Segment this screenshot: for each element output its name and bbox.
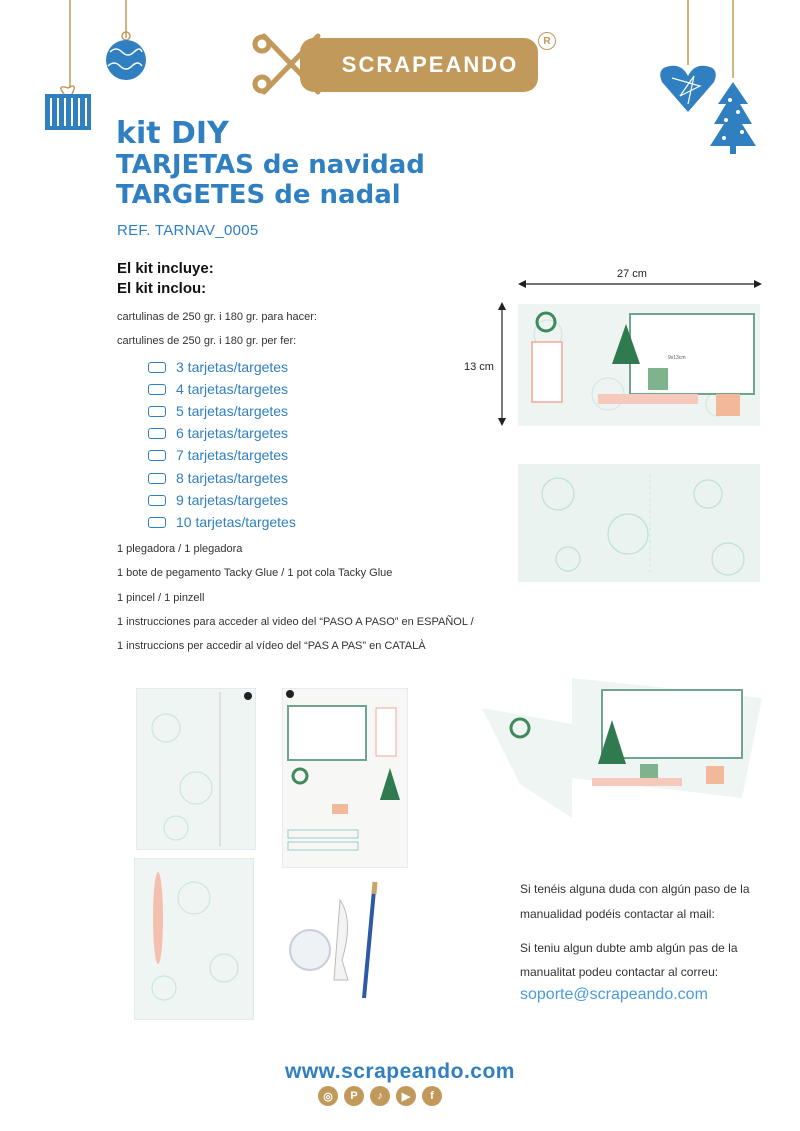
card-size-label: 9x13cm	[668, 355, 686, 361]
contact-email-link[interactable]: soporte@scrapeando.com	[520, 986, 708, 1003]
facebook-icon[interactable]: f	[422, 1086, 442, 1106]
kit-sheet-2-image	[282, 688, 408, 868]
kit-sheet-3-image	[134, 858, 254, 1020]
youtube-icon[interactable]: ▶	[396, 1086, 416, 1106]
title-spanish: TARJETAS de navidad	[116, 150, 425, 180]
checkbox[interactable]	[148, 473, 166, 484]
title-kit: kit DIY	[116, 116, 229, 151]
option-8-cards[interactable]: 8 tarjetas/targetes	[148, 470, 288, 486]
pinterest-icon[interactable]: P	[344, 1086, 364, 1106]
checkbox[interactable]	[148, 450, 166, 461]
card-front-image	[518, 304, 760, 426]
item-brush: 1 pincel / 1 pinzell	[117, 592, 205, 604]
contact-line-3: Si teniu algun dubte amb algún pas de la	[520, 941, 738, 955]
social-icons	[318, 1086, 442, 1106]
option-3-cards[interactable]: 3 tarjetas/targetes	[148, 359, 288, 375]
checkbox[interactable]	[148, 428, 166, 439]
assembled-card-image	[480, 668, 770, 836]
option-6-cards[interactable]: 6 tarjetas/targetes	[148, 425, 288, 441]
checkbox[interactable]	[148, 517, 166, 528]
tools-image	[284, 880, 394, 1010]
card-back-image	[518, 464, 760, 582]
option-7-cards[interactable]: 7 tarjetas/targetes	[148, 447, 288, 463]
option-5-cards[interactable]: 5 tarjetas/targetes	[148, 403, 288, 419]
checkbox[interactable]	[148, 362, 166, 373]
option-9-cards[interactable]: 9 tarjetas/targetes	[148, 492, 288, 508]
checkbox[interactable]	[148, 495, 166, 506]
item-instructions-es: 1 instrucciones para acceder al video del “PASO A PASO” en ESPAÑOL /	[117, 616, 474, 628]
title-catalan: TARGETES de nadal	[116, 180, 401, 210]
checkbox[interactable]	[148, 384, 166, 395]
cards-text-es: cartulinas de 250 gr. i 180 gr. para hacer:	[117, 311, 317, 323]
option-10-cards[interactable]: 10 tarjetas/targetes	[148, 514, 296, 530]
includes-heading-es: El kit incluye:	[117, 260, 214, 277]
instagram-icon[interactable]: ◎	[318, 1086, 338, 1106]
includes-heading-ca: El kit inclou:	[117, 280, 207, 297]
item-folder: 1 plegadora / 1 plegadora	[117, 543, 243, 555]
item-instructions-ca: 1 instruccions per accedir al vídeo del “PAS A PAS” en CATALÀ	[117, 640, 426, 652]
cards-text-ca: cartulines de 250 gr. i 180 gr. per fer:	[117, 335, 297, 347]
contact-line-2: manualidad podéis contactar al mail:	[520, 907, 715, 921]
option-4-cards[interactable]: 4 tarjetas/targetes	[148, 381, 288, 397]
registered-mark: R	[538, 32, 556, 50]
dimension-height: 13 cm	[464, 361, 494, 373]
checkbox[interactable]	[148, 406, 166, 417]
dimension-width: 27 cm	[617, 268, 647, 280]
contact-line-1: Si tenéis alguna duda con algún paso de la	[520, 882, 750, 896]
reference-code: REF. TARNAV_0005	[117, 222, 259, 239]
website-link[interactable]: www.scrapeando.com	[285, 1060, 515, 1083]
tiktok-icon[interactable]: ♪	[370, 1086, 390, 1106]
item-glue: 1 bote de pegamento Tacky Glue / 1 pot cola Tacky Glue	[117, 567, 393, 579]
logo-text: SCRAPEANDO	[341, 52, 519, 77]
contact-line-4: manualitat podeu contactar al correu:	[520, 965, 719, 979]
kit-sheet-1-image	[136, 688, 256, 850]
logo	[300, 38, 538, 92]
